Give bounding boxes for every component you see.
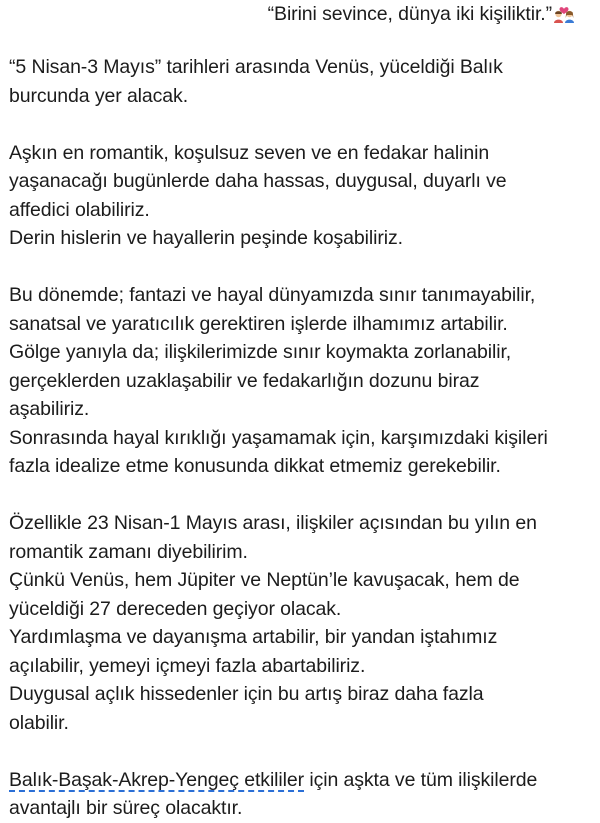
paragraph-4-line-7: Duygusal açlık hissedenler için bu artış biraz daha fazla xyxy=(9,683,484,705)
paragraph-3-line-1: Bu dönemde; fantazi ve hayal dünyamızda sınır tanımayabilir, xyxy=(9,284,536,306)
paragraph-4-line-8: olabilir. xyxy=(9,711,69,734)
paragraph-4-line-3: Çünkü Venüs, hem Jüpiter ve Neptün’le kavuşacak, hem de xyxy=(9,569,520,591)
paragraph-2-line-4: Derin hislerin ve hayallerin peşinde koşabiliriz. xyxy=(9,227,403,249)
paragraph-4-line-5: Yardımlaşma ve dayanışma artabilir, bir yandan iştahımız xyxy=(9,626,498,648)
paragraph-3-line-4: gerçeklerden uzaklaşabilir ve fedakarlığın dozunu biraz xyxy=(9,369,480,392)
paragraph-1-line-2: burcunda yer alacak. xyxy=(9,84,189,107)
quote-text: “Birini sevince, dünya iki kişiliktir.” xyxy=(267,3,552,25)
paragraph-2 xyxy=(9,139,595,253)
paragraph-4-line-1: Özellikle 23 Nisan-1 Mayıs arası, ilişkiler açısından bu yılın en xyxy=(9,512,537,534)
paragraph-2-line-2: yaşanacağı bugünlerde daha hassas, duygusal, duyarlı ve xyxy=(9,170,507,192)
paragraph-3-line-2: sanatsal ve yaratıcılık gerektiren işlerde ilhamımız artabilir. xyxy=(9,312,508,335)
paragraph-1 xyxy=(9,53,595,110)
paragraph-2-line-1: Aşkın en romantik, koşulsuz seven ve en fedakar halinin xyxy=(9,141,490,164)
zodiac-signs-highlight[interactable]: Balık-Başak-Akrep-Yengeç etkililer xyxy=(9,768,305,791)
paragraph-3 xyxy=(9,281,595,481)
closing-paragraph xyxy=(9,766,595,823)
couple-with-heart-icon xyxy=(553,3,575,23)
paragraph-3-line-5: aşabiliriz. xyxy=(9,398,90,420)
paragraph-1-line-1: “5 Nisan-3 Mayıs” tarihleri arasında Venüs, yüceldiği Balık xyxy=(9,56,503,78)
paragraph-4 xyxy=(9,509,595,737)
paragraph-3-line-3: Gölge yanıyla da; ilişkilerimizde sınır koymakta zorlanabilir, xyxy=(9,341,512,363)
paragraph-4-line-4: yüceldiği 27 dereceden geçiyor olacak. xyxy=(9,597,342,620)
closing-line-2: avantajlı bir süreç olacaktır. xyxy=(9,797,243,819)
paragraph-4-line-6: açılabilir, yemeyi içmeyi fazla abartabiliriz. xyxy=(9,654,366,677)
quote-line xyxy=(9,0,595,32)
paragraph-2-line-3: affedici olabiliriz. xyxy=(9,198,150,221)
closing-line-1-rest: için aşkta ve tüm ilişkilerde xyxy=(304,768,538,791)
paragraph-4-line-2: romantik zamanı diyebilirim. xyxy=(9,540,248,563)
paragraph-3-line-6: Sonrasında hayal kırıklığı yaşamamak için, karşımızdaki kişileri xyxy=(9,426,548,449)
document-body xyxy=(9,0,595,823)
paragraph-3-line-7: fazla idealize etme konusunda dikkat etmemiz gerekebilir. xyxy=(9,455,501,477)
